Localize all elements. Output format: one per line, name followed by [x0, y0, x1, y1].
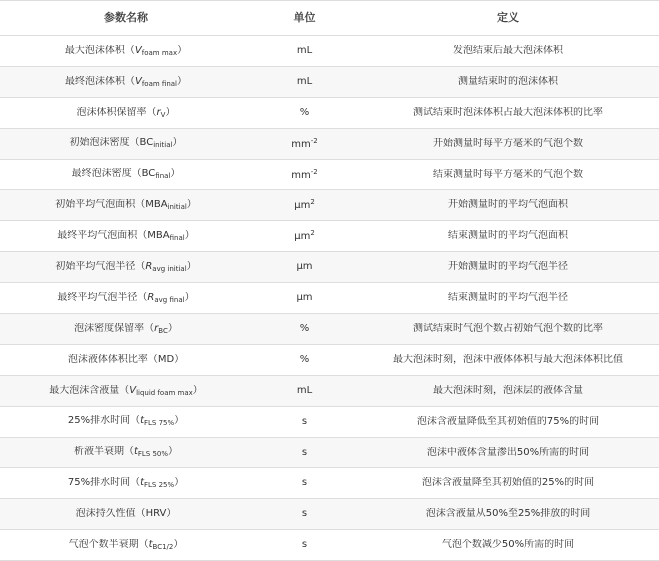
unit-cell: [252, 261, 357, 273]
parameter-name-cell: [0, 168, 252, 180]
parameter-subscript: initial: [167, 203, 187, 212]
parameter-symbol: t: [148, 539, 153, 550]
parameter-close-paren: ）: [167, 322, 178, 334]
unit-cell: [252, 416, 357, 428]
parameter-name-cell: [0, 199, 252, 211]
unit-cell: [252, 229, 357, 243]
unit-text: mm: [291, 169, 311, 181]
table-row: [0, 499, 659, 530]
unit-cell: [252, 168, 357, 182]
parameter-close-paren: ）: [177, 75, 187, 87]
unit-cell: [252, 508, 357, 520]
parameter-name-text: 泡沫体积保留率（: [76, 106, 157, 118]
parameter-subscript: V: [160, 110, 166, 119]
unit-cell: [252, 323, 357, 335]
parameter-close-paren: ）: [173, 539, 184, 550]
definition-cell: 泡沫含液量降至其初始值的25%的时间: [421, 477, 595, 489]
table-row: [0, 314, 659, 345]
unit-text: s: [301, 477, 308, 489]
unit-text: μm: [296, 261, 313, 273]
parameter-close-paren: ）: [184, 230, 195, 242]
parameter-name-cell: [0, 76, 252, 88]
table-row: [0, 283, 659, 314]
table-row: [0, 530, 659, 561]
parameter-symbol: R: [147, 291, 155, 303]
table-row: [0, 376, 659, 407]
unit-text: μm: [296, 292, 313, 304]
parameter-name-cell: [0, 354, 252, 366]
unit-text: %: [299, 353, 310, 365]
parameter-name-cell: [0, 539, 252, 551]
unit-cell: [252, 198, 357, 212]
unit-text: %: [299, 322, 310, 334]
table-row: [0, 129, 659, 160]
parameter-symbol: r: [156, 106, 161, 118]
parameter-subscript: foam final: [141, 79, 177, 88]
unit-superscript: 2: [310, 229, 315, 238]
unit-text: %: [299, 106, 310, 118]
definition-cell: 气泡个数减少50%所需的时间: [441, 539, 575, 551]
unit-cell: [252, 45, 357, 57]
definition-cell: 泡沫含液量从50%至25%排放的时间: [425, 508, 591, 520]
unit-superscript: -2: [310, 136, 318, 145]
parameter-name-text: 75%排水时间（: [67, 477, 141, 489]
definition-cell: 开始测量时每平方毫米的气泡个数: [433, 137, 583, 149]
unit-cell: [252, 354, 357, 366]
parameter-name-text: 析液半衰期（: [73, 446, 134, 458]
parameter-subscript: BC1/2: [152, 543, 174, 551]
table-row: [0, 98, 659, 129]
table-header: [0, 1, 659, 36]
parameter-close-paren: ）: [174, 415, 185, 427]
table-row: [0, 407, 659, 438]
parameter-subscript: final: [155, 172, 171, 181]
definition-cell: 发泡结束后最大泡沫体积: [453, 44, 563, 56]
unit-text: mm: [291, 138, 311, 150]
parameter-symbol: V: [129, 384, 137, 396]
parameter-subscript: initial: [153, 141, 173, 150]
parameter-subscript: FLS 25%: [144, 481, 175, 490]
table-row: [0, 160, 659, 191]
parameter-name-text: 最终泡沫密度（BC: [71, 168, 156, 180]
unit-cell: [252, 76, 357, 88]
parameter-name-cell: [0, 477, 252, 489]
parameter-subscript: FLS 50%: [137, 450, 169, 459]
definition-cell: 最大泡沫时刻，泡沫层的液体含量: [433, 384, 583, 396]
table-row: [0, 345, 659, 376]
parameter-name-text: 最终平均气泡面积（MBA: [57, 230, 170, 242]
unit-cell: [252, 292, 357, 304]
unit-superscript: -2: [310, 167, 318, 176]
parameter-symbol: V: [134, 75, 142, 87]
unit-cell: [252, 447, 357, 459]
table-row: [0, 438, 659, 469]
parameter-subscript: BC: [158, 326, 168, 335]
unit-cell: [252, 539, 357, 551]
parameter-name-text: 最终泡沫体积（: [64, 75, 135, 87]
parameter-close-paren: ）: [172, 137, 183, 149]
parameter-close-paren: ）: [177, 44, 188, 56]
parameter-name-cell: [0, 508, 252, 520]
parameter-name-text: 最大泡沫含液量（: [49, 384, 130, 396]
parameter-symbol: R: [145, 260, 153, 272]
unit-text: μm: [294, 231, 311, 243]
parameter-name-text: 25%排水时间（: [67, 415, 141, 427]
parameter-close-paren: ）: [174, 353, 185, 365]
parameter-name-text: 最大泡沫体积（: [64, 44, 135, 56]
definition-cell: 开始测量时的平均气泡面积: [448, 199, 568, 211]
parameter-subscript: avg initial: [152, 264, 187, 273]
unit-text: μm: [294, 200, 311, 212]
parameter-name-cell: [0, 261, 252, 273]
table-row: [0, 468, 659, 499]
parameter-close-paren: ）: [186, 199, 197, 211]
parameter-symbol: t: [140, 477, 144, 489]
parameter-name-cell: [0, 385, 252, 397]
parameter-name-text: 最终平均气泡半径（: [57, 291, 148, 303]
parameter-subscript: avg final: [154, 295, 185, 304]
parameter-name-cell: [0, 446, 252, 458]
table-row: [0, 36, 659, 67]
parameter-close-paren: ）: [186, 260, 197, 272]
parameter-subscript: final: [169, 234, 185, 243]
definition-cell: 结束测量时的平均气泡半径: [448, 292, 568, 304]
parameter-name-cell: [0, 137, 252, 149]
unit-text: s: [301, 508, 308, 520]
definition-cell: 泡沫中液体含量渗出50%所需的时间: [426, 446, 590, 458]
definition-cell: 结束测量时的平均气泡面积: [448, 230, 568, 242]
parameter-symbol: t: [140, 415, 144, 427]
parameter-name-text: 泡沫液体体积比率（MD: [67, 353, 175, 365]
unit-cell: [252, 477, 357, 489]
definition-cell: 测试结束时泡沫体积占最大泡沫体积的比率: [413, 106, 603, 118]
header-unit: 单位: [293, 11, 316, 25]
parameter-close-paren: ）: [166, 508, 177, 520]
parameter-name-text: 泡沫持久性值（HRV: [75, 508, 167, 520]
parameter-name-text: 气泡个数半衰期（: [68, 539, 149, 550]
parameter-name-cell: [0, 230, 252, 242]
table-row: [0, 252, 659, 283]
parameter-name-cell: [0, 107, 252, 119]
table-row: [0, 221, 659, 252]
table-row: [0, 67, 659, 98]
unit-text: mL: [296, 384, 313, 396]
unit-text: s: [301, 446, 308, 458]
parameter-name-cell: [0, 323, 252, 335]
unit-text: mL: [296, 75, 313, 87]
parameter-subscript: FLS 75%: [144, 419, 175, 428]
parameter-name-cell: [0, 415, 252, 427]
table-row: [0, 190, 659, 221]
parameter-close-paren: ）: [168, 446, 179, 458]
table-body: [0, 36, 659, 561]
parameter-subscript: liquid foam max: [136, 388, 193, 397]
parameter-symbol: t: [133, 446, 138, 458]
parameter-name-text: 初始泡沫密度（BC: [69, 137, 154, 149]
definition-cell: 泡沫含液量降低至其初始值的75%的时间: [416, 415, 600, 427]
parameter-close-paren: ）: [174, 477, 185, 489]
unit-text: mL: [296, 44, 313, 56]
header-definition: 定义: [497, 11, 519, 25]
parameter-name-cell: [0, 45, 252, 57]
parameter-symbol: V: [134, 44, 142, 56]
parameter-close-paren: ）: [184, 291, 195, 303]
parameter-close-paren: ）: [192, 384, 203, 396]
parameter-subscript: foam max: [141, 48, 178, 57]
definition-cell: 测量结束时的泡沫体积: [458, 75, 558, 87]
definition-cell: 结束测量时每平方毫米的气泡个数: [433, 168, 583, 180]
unit-cell: [252, 385, 357, 397]
parameter-close-paren: ）: [165, 106, 176, 118]
parameter-name-cell: [0, 292, 252, 304]
parameter-symbol: r: [154, 322, 159, 334]
unit-text: s: [301, 539, 308, 551]
header-name: 参数名称: [104, 11, 148, 25]
unit-text: s: [301, 415, 308, 427]
unit-cell: [252, 107, 357, 119]
parameter-close-paren: ）: [170, 168, 181, 180]
parameter-name-text: 初始平均气泡面积（MBA: [55, 199, 168, 211]
unit-superscript: 2: [310, 198, 315, 207]
definition-cell: 最大泡沫时刻，泡沫中液体体积与最大泡沫体积比值: [393, 353, 623, 365]
parameter-name-text: 初始平均气泡半径（: [55, 260, 146, 272]
unit-cell: [252, 137, 357, 151]
parameter-name-text: 泡沫密度保留率（: [74, 322, 155, 334]
definition-cell: 测试结束时气泡个数占初始气泡个数的比率: [413, 322, 603, 334]
definition-cell: 开始测量时的平均气泡半径: [448, 261, 568, 273]
